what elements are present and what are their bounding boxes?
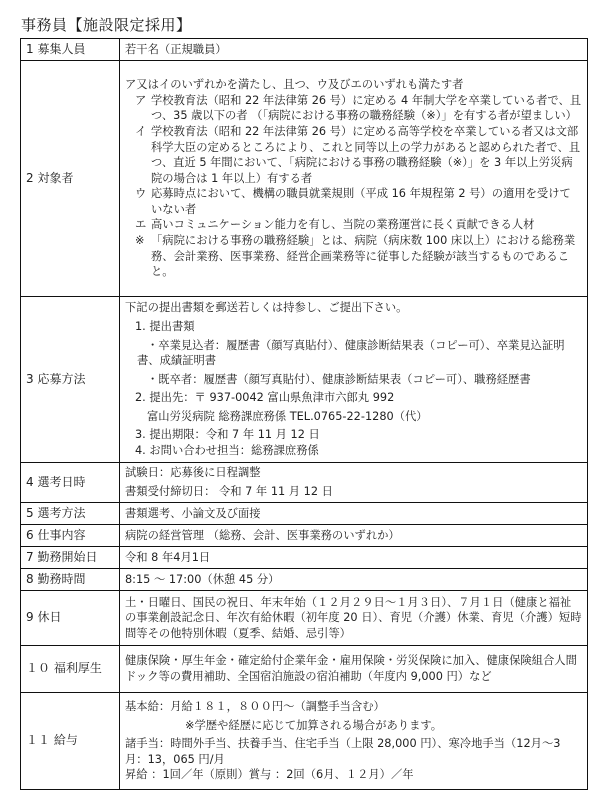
row-label: 1 募集人員 (21, 39, 120, 61)
row-label: 4 選考日時 (21, 463, 120, 503)
docs-item: ・卒業見込者：履歴書（顔写真貼付）、健康診断結果表（コピー可）、卒業見込証明書、成績証明書 (137, 338, 565, 368)
application-intro: 下記の提出書類を郵送若しくは持参し、ご提出下さい。 (125, 301, 408, 315)
eligibility-item (125, 186, 582, 217)
row-label: 2 対象者 (21, 61, 120, 297)
table-row-benefits (21, 646, 588, 693)
contact-person: 4. お問い合わせ担当：総務課庶務係 (135, 444, 319, 458)
eligibility-item (125, 124, 582, 186)
row-label: 5 選考方法 (21, 503, 120, 525)
table-row-start-date (21, 547, 588, 569)
document-deadline: 書類受付締切日： 令和 7 年 11 月 12 日 (125, 485, 333, 498)
row-label: 3 応募方法 (21, 297, 120, 463)
row-label: 8 勤務時間 (21, 569, 120, 591)
document-title: 事務員【施設限定採用】 (21, 16, 192, 34)
row-value: 土・日曜日、国民の祝日、年末年始（１２月２９日～１月３日）、７月１日（健康と福祉の事業創設記念日、年次有給休暇（初年度 20 日）、育児（介護）休業、育児（介護）短時間等その他特別休暇（夏季、結婚、忌引等） (120, 591, 588, 646)
row-label: １１ 給与 (21, 693, 120, 790)
item-text: 高いコミュニケーション能力を有し、当院の業務運営に長く貢献できる人材 (151, 218, 535, 232)
item-mark: ア (135, 93, 147, 107)
allowances: 諸手当：時間外手当、扶養手当、住宅手当（上限 28,000 円）、寒冷地手当（12月～3 月：13，065 円/月 (125, 737, 561, 766)
eligibility-intro: ア又はイのいずれかを満たし、且つ、ウ及びエのいずれも満たす者 (125, 78, 464, 92)
item-mark: イ (135, 124, 147, 138)
row-label: 6 仕事内容 (21, 525, 120, 547)
selection-date-content (120, 463, 588, 503)
eligibility-content (120, 61, 588, 297)
table-row-selection-date (21, 463, 588, 503)
row-label: １０ 福利厚生 (21, 646, 120, 693)
eligibility-item (125, 217, 582, 233)
raise-and-bonus: 昇給 ：1回／年（原則）賞与 ：2回（6月、１２月）／年 (125, 768, 414, 782)
submission-office: 富山労災病院 総務課庶務係 TEL.0765-22-1280（代） (147, 409, 428, 423)
docs-heading: 1. 提出書類 (135, 319, 195, 333)
table-row-working-hours (21, 569, 588, 591)
submission-address: 2. 提出先：〒 937-0042 富山県魚津市六郎丸 992 (135, 391, 395, 405)
table-row-eligibility (21, 61, 588, 297)
base-salary-note: ※学歴や経歴に応じて加算される場合があります。 (185, 718, 443, 732)
row-label: 7 勤務開始日 (21, 547, 120, 569)
item-text: 学校教育法（昭和 22 年法律第 26 号）に定める 4 年制大学を卒業している者で、且つ、35 歳以下の者 （「病院における事務の職務経験（※）」を有する者が望ましい） (151, 93, 582, 123)
recruitment-table (20, 38, 588, 790)
note-mark: ※ (135, 234, 145, 248)
docs-item: ・既卒者：履歴書（顔写真貼付）、健康診断結果表（コピー可）、職務経歴書 (147, 372, 531, 386)
salary-content (120, 693, 588, 790)
exam-date: 試験日：応募後に日程調整 (125, 466, 261, 480)
note-text: 「病院における事務の職務経験」とは、病院（病床数 100 床以上）における総務業務、会計業務、医事業務、経営企画業務等に従事した経験が該当するものであること。 (151, 234, 576, 279)
application-content (120, 297, 588, 463)
submission-deadline: 3. 提出期限：令和 7 年 11 月 12 日 (135, 428, 320, 442)
table-row-application-method (21, 297, 588, 463)
item-mark: エ (135, 218, 147, 232)
row-label: 9 休日 (21, 591, 120, 646)
table-row-selection-method (21, 503, 588, 525)
row-value: 書類選考、小論文及び面接 (120, 503, 588, 525)
row-value: 若干名（正規職員） (120, 39, 588, 61)
eligibility-item (125, 93, 582, 124)
table-row-salary (21, 693, 588, 790)
table-row-recruit-count (21, 39, 588, 61)
item-mark: ウ (135, 187, 147, 201)
row-value: 令和 8 年4月1日 (120, 547, 588, 569)
base-salary: 基本給：月給１８１，８００円～（調整手当含む） (125, 700, 385, 714)
eligibility-note (125, 233, 582, 280)
row-value: 病院の経営管理 （総務、会計、医事業務のいずれか） (120, 525, 588, 547)
row-value: 健康保険・厚生年金・確定給付企業年金・雇用保険・労災保険に加入、健康保険組合人間ドック等の費用補助、全国宿泊施設の宿泊補助（年度内 9,000 円）など (120, 646, 588, 693)
row-value: 8:15 ～ 17:00（休憩 45 分） (120, 569, 588, 591)
table-row-job-description (21, 525, 588, 547)
table-row-holidays (21, 591, 588, 646)
item-text: 学校教育法（昭和 22 年法律第 26 号）に定める高等学校を卒業している者又は文部科学大臣の定めるところにより、これと同等以上の学力があると認められた者で、且つ、直近 5 年間において、「病院における事務の職務経験（※）」を 3 年以上労災病院の場合は 1 年以上）有する者 (151, 124, 581, 185)
item-text: 応募時点において、機構の職員就業規則（平成 16 年規程第 2 号）の適用を受けていない者 (151, 187, 571, 216)
